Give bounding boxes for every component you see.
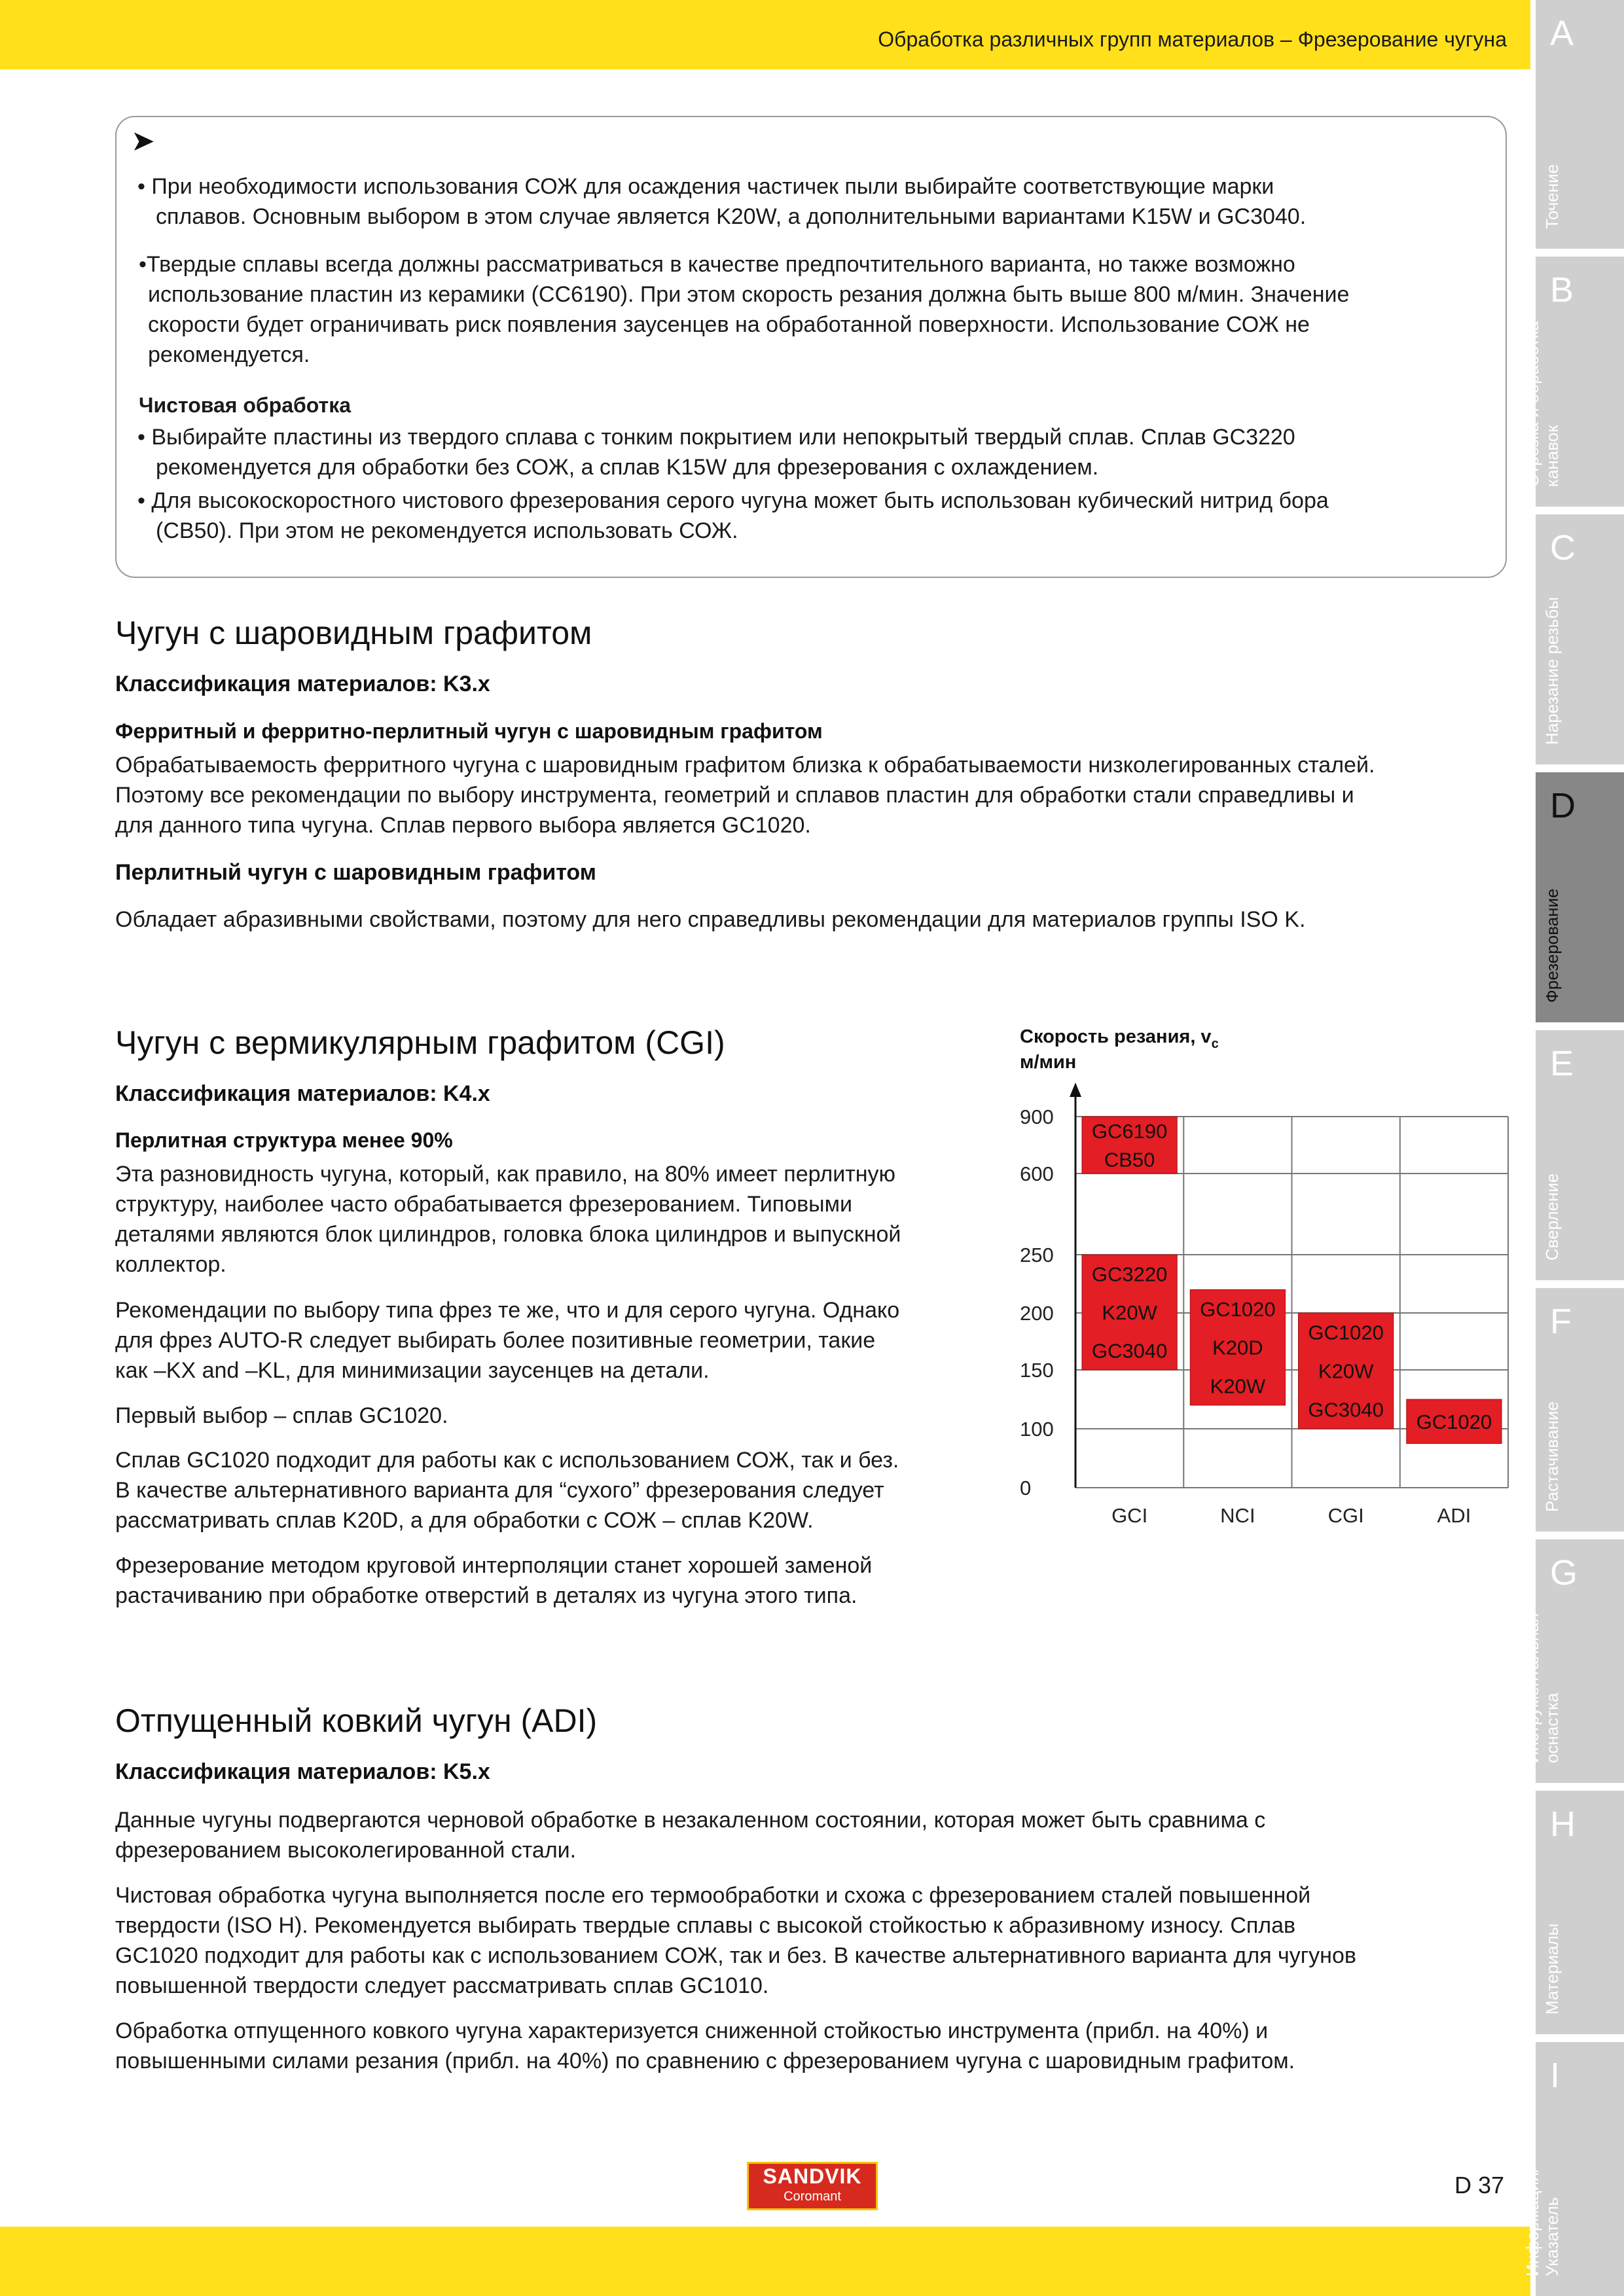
body-text: Первый выбор – сплав GC1020. (115, 1403, 448, 1428)
body-text: Обладает абразивными свойствами, поэтому для него справедливы рекомендации для материалов группы ISO K. (115, 907, 1306, 932)
header-bar (0, 0, 1530, 69)
bar-label: K20W (1210, 1374, 1266, 1398)
tab-g[interactable] (1523, 1539, 1624, 1783)
bar-label: K20D (1212, 1336, 1263, 1359)
chapter-sidebar (1523, 0, 1624, 2296)
arrow-icon: ➤ (131, 125, 155, 157)
bar-label: GC1020 (1200, 1297, 1276, 1321)
tab-c[interactable] (1536, 514, 1624, 764)
body-text: Данные чугуны подвергаются черновой обработке в незакаленном состоянии, которая может быть сравнима с (115, 1808, 1266, 1833)
tab-letter: D (1550, 786, 1576, 825)
tab-label: Нарезание резьбы (1542, 597, 1562, 745)
y-tick-label: 150 (1020, 1359, 1054, 1382)
tab-e[interactable] (1536, 1030, 1624, 1280)
classification: Классификация материалов: K5.x (115, 1759, 490, 1784)
chart-ylabel: Скорость резания, $v_c$ (1020, 1026, 1219, 1051)
tab-i[interactable] (1523, 2042, 1624, 2296)
body-text: Обработка отпущенного ковкого чугуна характеризуется сниженной стойкостью инструмента (прибл. на 40%) и (115, 2018, 1269, 2043)
cutting-speed-chart (1008, 1014, 1519, 1538)
tab-letter: H (1550, 1804, 1576, 1844)
body-text: для данного типа чугуна. Сплав первого выбора является GC1020. (115, 813, 811, 838)
logo-line2: Coromant (784, 2189, 841, 2204)
y-tick-label: 900 (1020, 1105, 1054, 1128)
footer-bar (0, 2227, 1530, 2296)
note-text: •Твердые сплавы всегда должны рассматриваться в качестве предпочтительного варианта, но также возможно (139, 252, 1295, 277)
y-tick-label: 0 (1020, 1477, 1032, 1499)
section-title: Чугун с шаровидным графитом (115, 615, 592, 651)
tab-letter: I (1550, 2056, 1561, 2095)
bar-label: GC3040 (1308, 1398, 1384, 1422)
body-text: Обрабатываемость ферритного чугуна с шаровидным графитом близка к обрабатываемости низколегированных сталей. (115, 753, 1375, 778)
note-text: рекомендуется для обработки без СОЖ, а сплав K15W для фрезерования с охлаждением. (156, 455, 1099, 480)
subheading: Ферритный и ферритно-перлитный чугун с шаровидным графитом (115, 719, 823, 743)
tab-letter: F (1550, 1302, 1572, 1341)
y-tick-label: 600 (1020, 1162, 1054, 1185)
y-tick-label: 250 (1020, 1244, 1054, 1266)
bar-label: K20W (1318, 1359, 1374, 1383)
bar-label: GC3040 (1091, 1339, 1168, 1363)
header-title: Обработка различных групп материалов – Фрезерование чугуна (878, 27, 1507, 51)
body-text: структуру, наиболее часто обрабатывается фрезерованием. Типовыми (115, 1192, 852, 1217)
bar-label: GC1020 (1416, 1410, 1492, 1433)
note-text: • Выбирайте пластины из твердого сплава с тонким покрытием или непокрытый твердый сплав. Сплав GC3220 (137, 425, 1295, 450)
y-tick-label: 100 (1020, 1418, 1054, 1441)
x-tick-label: GCI (1111, 1504, 1148, 1527)
bar-label: CB50 (1104, 1148, 1155, 1172)
body-text: Фрезерование методом круговой интерполяции станет хорошей заменой (115, 1553, 873, 1578)
note-text: (CB50). При этом не рекомендуется использовать СОЖ. (156, 518, 738, 543)
bar-label: GC1020 (1308, 1321, 1384, 1344)
body-text: рассматривать сплав K20D, а для обработки с СОЖ – сплав K20W. (115, 1508, 814, 1533)
note-subheading: Чистовая обработка (139, 393, 352, 417)
body-text: повышенной твердости следует рассматривать сплав GC1010. (115, 1973, 769, 1998)
tab-letter: A (1550, 14, 1574, 53)
chart-yunit: м/мин (1020, 1052, 1077, 1073)
body-text: как –KX and –KL, для минимизации заусенцев на детали. (115, 1358, 710, 1383)
bar-label: GC3220 (1091, 1263, 1168, 1286)
tab-label: Отрезка и обработка канавок (1523, 321, 1562, 487)
body-text: растачиванию при обработке отверстий в деталях из чугуна этого типа. (115, 1583, 857, 1608)
note-text: рекомендуется. (148, 342, 310, 367)
body-text: GC1020 подходит для работы как с использованием СОЖ, так и без. В качестве альтернативного варианта для чугунов (115, 1943, 1356, 1968)
bar-label: K20W (1102, 1301, 1157, 1324)
body-text: Эта разновидность чугуна, который, как правило, на 80% имеет перлитную (115, 1162, 896, 1187)
tab-label: Инструментальная оснастка (1523, 1613, 1562, 1763)
body-text: повышенными силами резания (прибл. на 40%) по сравнению с фрезерованием чугуна с шаровидным графитом. (115, 2049, 1295, 2073)
tab-label: Точение (1542, 164, 1562, 229)
classification: Классификация материалов: K4.x (115, 1081, 490, 1106)
tab-f[interactable] (1536, 1288, 1624, 1532)
tab-h[interactable] (1536, 1791, 1624, 2034)
sandvik-logo (747, 2162, 878, 2210)
body-text: Сплав GC1020 подходит для работы как с использованием СОЖ, так и без. (115, 1448, 899, 1473)
body-text: твердости (ISO H). Рекомендуется выбирать твердые сплавы с высокой стойкостью к абразивному износу. Сплав (115, 1913, 1296, 1938)
subheading: Перлитный чугун с шаровидным графитом (115, 860, 596, 885)
subheading: Перлитная структура менее 90% (115, 1128, 453, 1152)
tab-b[interactable] (1523, 257, 1624, 507)
tab-letter: B (1550, 270, 1574, 310)
y-tick-label: 200 (1020, 1302, 1054, 1325)
section-title: Отпущенный ковкий чугун (ADI) (115, 1702, 598, 1739)
tab-label: Информация/ Указатель (1523, 2167, 1562, 2276)
note-text: • При необходимости использования СОЖ для осаждения частичек пыли выбирайте соответствующие марки (137, 174, 1274, 199)
body-text: Чистовая обработка чугуна выполняется после его термообработки и схожа с фрезерованием сталей повышенной (115, 1883, 1311, 1908)
tab-label: Материалы (1542, 1923, 1562, 2015)
note-text: • Для высокоскоростного чистового фрезерования серого чугуна может быть использован кубический нитрид бора (137, 488, 1329, 513)
x-tick-label: CGI (1327, 1504, 1364, 1527)
section-title: Чугун с вермикулярным графитом (CGI) (115, 1024, 725, 1061)
body-text: Рекомендации по выбору типа фрез те же, что и для серого чугуна. Однако (115, 1298, 900, 1323)
tab-label: Растачивание (1542, 1401, 1562, 1512)
page-number: D 37 (1454, 2172, 1505, 2198)
chart-plot (1020, 1083, 1508, 1527)
body-text: фрезерованием высоколегированной стали. (115, 1838, 577, 1863)
tab-a[interactable] (1536, 0, 1624, 249)
logo-line1: SANDVIK (763, 2164, 862, 2188)
tab-letter: G (1550, 1553, 1578, 1592)
body-text: деталями являются блок цилиндров, головка блока цилиндров и выпускной (115, 1222, 901, 1247)
note-text: использование пластин из керамики (CC6190). При этом скорость резания должна быть выше 800 м/мин. Значение (148, 282, 1350, 307)
tab-label: Сверление (1542, 1173, 1562, 1261)
body-text: коллектор. (115, 1252, 226, 1277)
bar-label: GC6190 (1091, 1119, 1168, 1143)
classification: Классификация материалов: K3.x (115, 672, 490, 696)
tab-letter: E (1550, 1044, 1574, 1083)
note-text: сплавов. Основным выбором в этом случае является K20W, а дополнительными вариантами K15W и GC3040. (156, 204, 1307, 229)
note-text: скорости будет ограничивать риск появления заусенцев на обработанной поверхности. Использование СОЖ не (148, 312, 1310, 337)
y-axis-arrow-icon (1070, 1083, 1081, 1097)
body-text: Поэтому все рекомендации по выбору инструмента, геометрий и сплавов пластин для обработки стали справедливы и (115, 783, 1354, 808)
x-tick-label: ADI (1437, 1504, 1471, 1527)
x-tick-label: NCI (1220, 1504, 1255, 1527)
body-text: для фрез AUTO-R следует выбирать более позитивные геометрии, такие (115, 1328, 876, 1353)
tab-label: Фрезерование (1542, 888, 1562, 1003)
tab-letter: C (1550, 528, 1576, 567)
body-text: В качестве альтернативного варианта для “сухого” фрезерования следует (115, 1478, 884, 1503)
tab-d[interactable] (1536, 772, 1624, 1022)
